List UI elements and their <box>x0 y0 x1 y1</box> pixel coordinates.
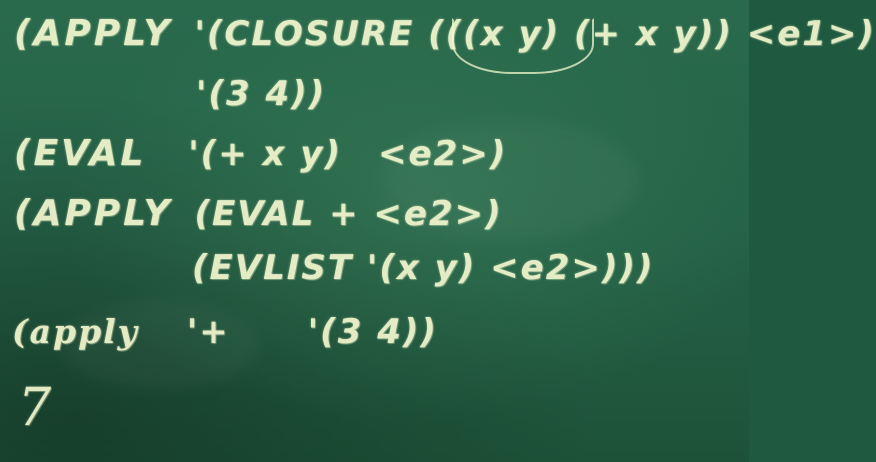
line-2 <box>196 74 326 114</box>
evlist-expression: (EVLIST '(x y) <e2>))) <box>192 248 655 288</box>
closure-expression: '(CLOSURE (((x y) (+ x y)) <e1>) <box>194 14 876 54</box>
argument-list-2: '(3 4)) <box>307 312 438 352</box>
eval-keyword: (EVAL <box>14 133 147 174</box>
line-6 <box>12 312 438 352</box>
line-5 <box>192 248 654 288</box>
eval-operator-expression: (EVAL + <e2>) <box>194 194 503 234</box>
apply-keyword-1: (APPLY <box>14 13 173 54</box>
plus-primitive: '+ <box>186 312 230 352</box>
apply-keyword-2: (APPLY <box>14 193 173 234</box>
argument-list-1: '(3 4)) <box>196 74 327 114</box>
apply-lowercase-keyword: (apply <box>12 312 139 351</box>
chalk-loop-underline <box>452 18 594 74</box>
result-value: 7 <box>18 378 54 438</box>
line-4 <box>14 194 503 234</box>
environment-e2: <e2>) <box>378 134 508 174</box>
line-1 <box>14 14 876 54</box>
eval-expression: '(+ x y) <box>188 134 343 174</box>
line-3 <box>14 134 507 174</box>
